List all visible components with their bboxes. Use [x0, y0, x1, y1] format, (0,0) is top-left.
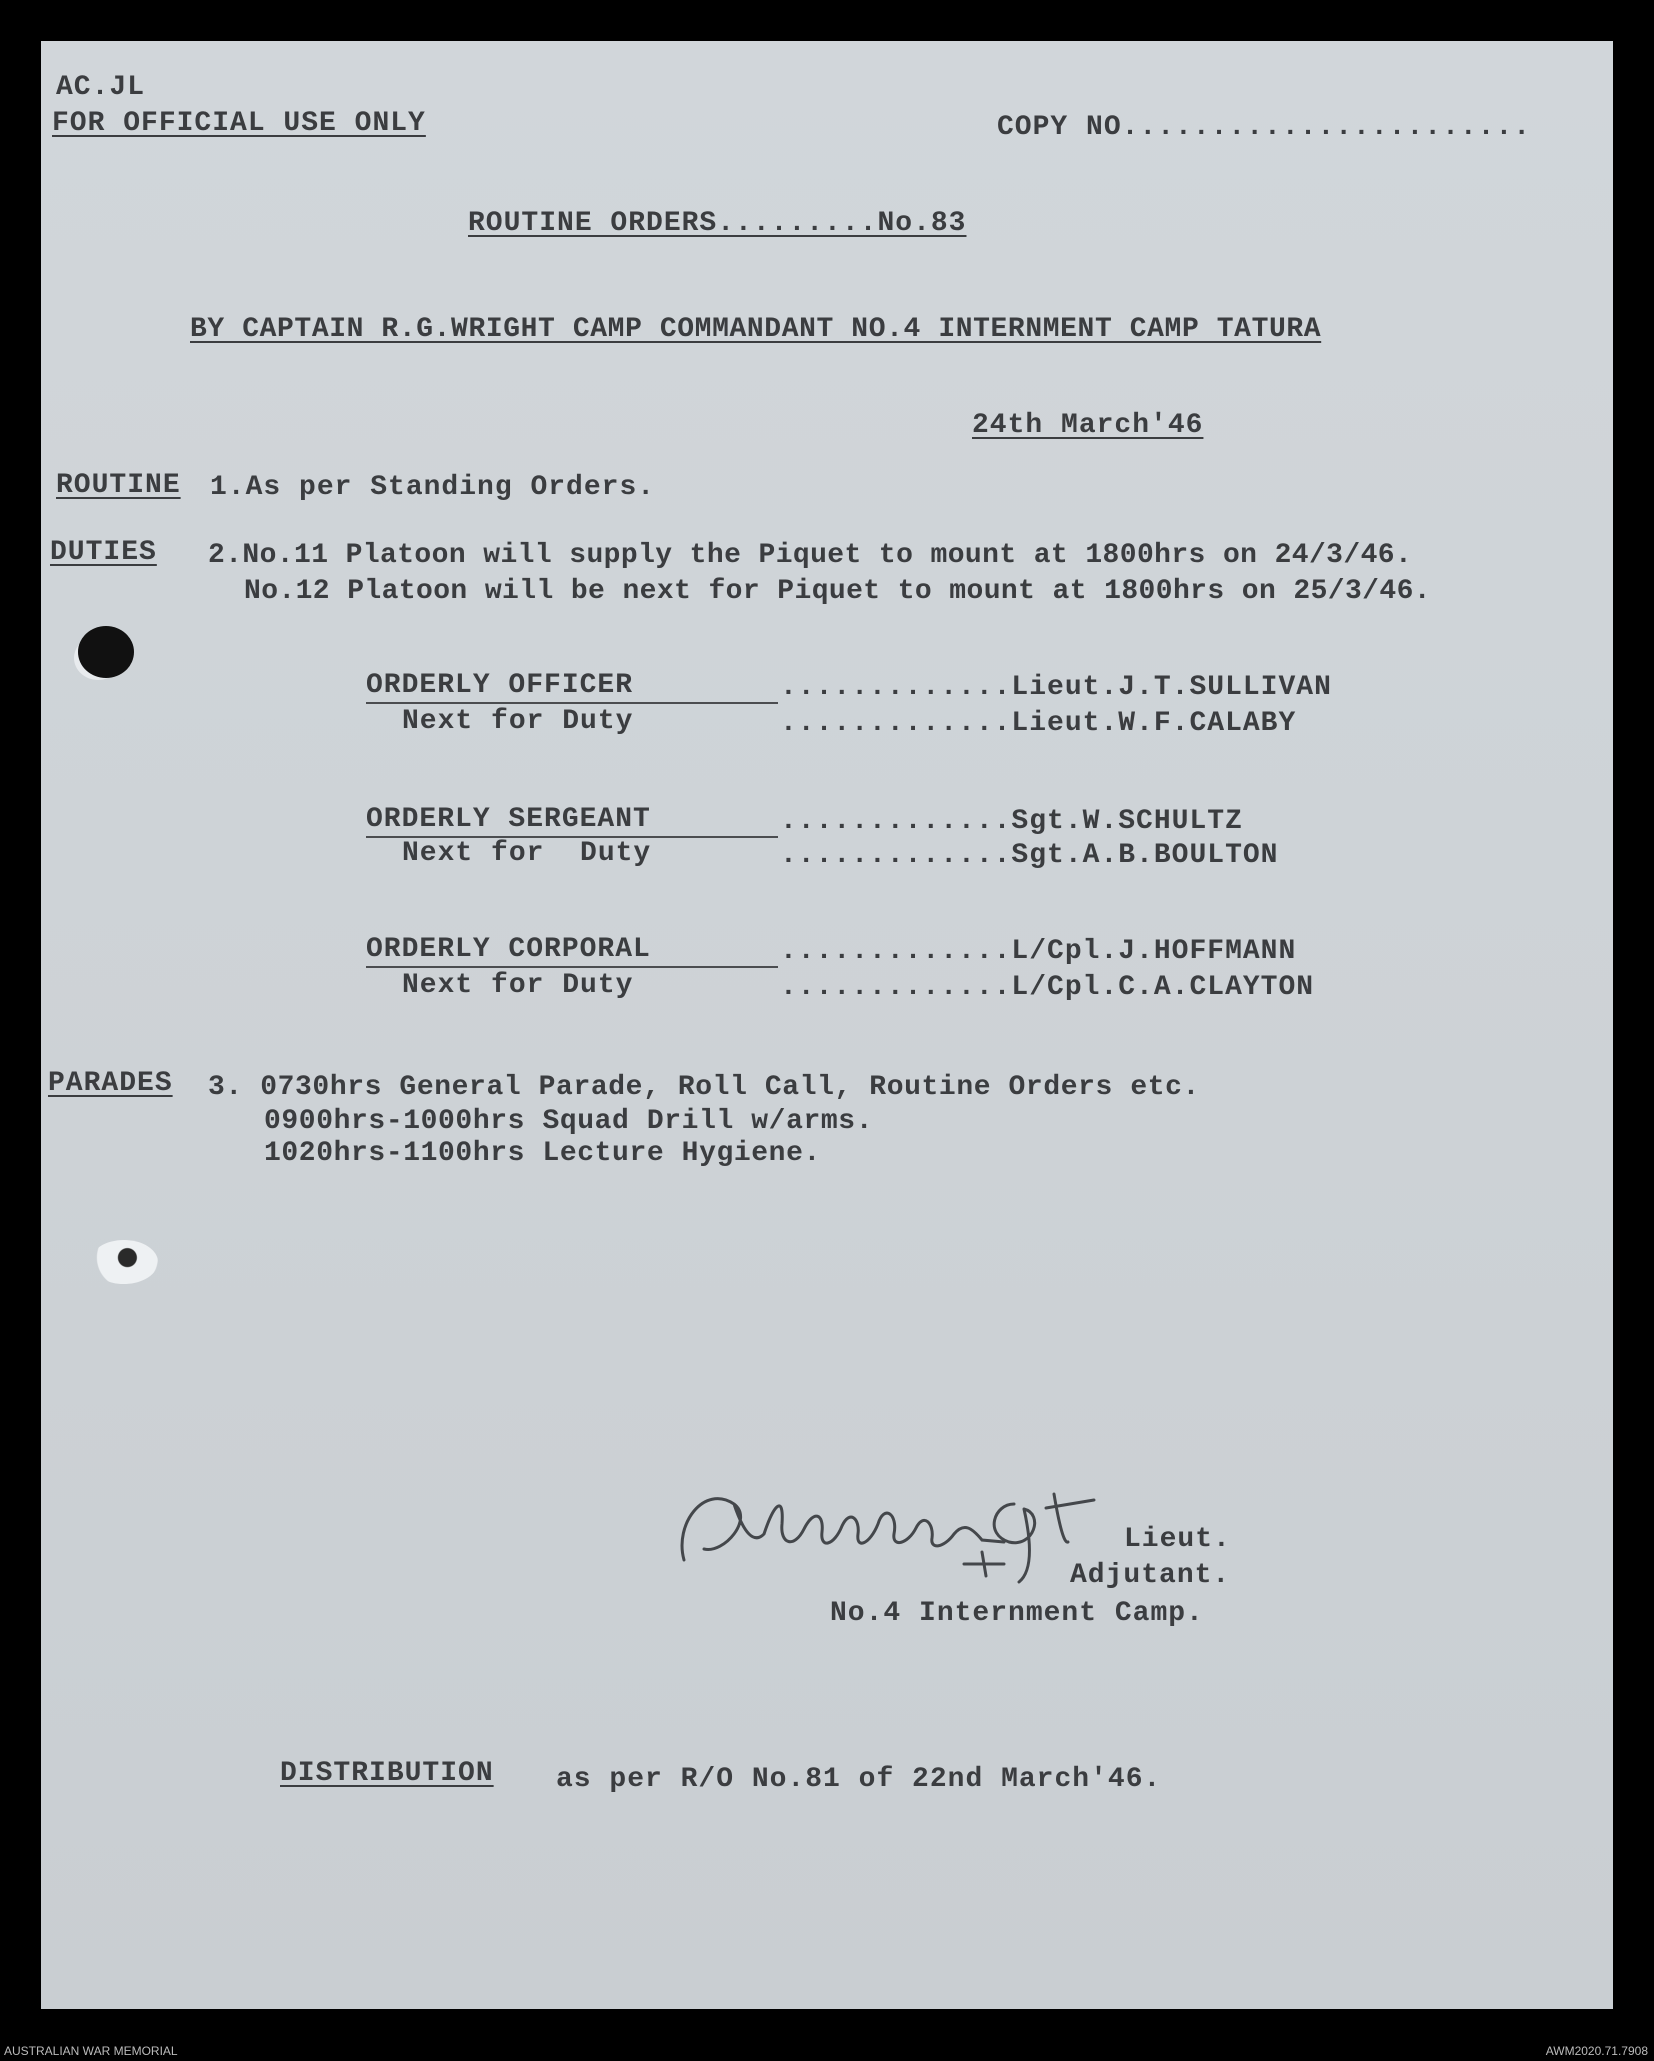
torn-hole [90, 1240, 158, 1284]
distribution-text: as per R/O No.81 of 22nd March'46. [556, 1764, 1162, 1795]
roster-next-label: Next for Duty [402, 838, 652, 869]
duties-line-1: 2.No.11 Platoon will supply the Piquet to mount at 1800hrs on 24/3/46. [208, 540, 1413, 571]
parades-line-1: 3. 0730hrs General Parade, Roll Call, Routine Orders etc. [208, 1072, 1200, 1103]
roster-next-label: Next for Duty [402, 970, 634, 1001]
duties-line-2: No.12 Platoon will be next for Piquet to mount at 1800hrs on 25/3/46. [244, 576, 1431, 607]
signature-line-3: No.4 Internment Camp. [830, 1598, 1204, 1629]
roster-role: ORDERLY OFFICER [366, 670, 634, 701]
roster-next-label: Next for Duty [402, 706, 634, 737]
signature-line-1: Lieut. [1124, 1524, 1231, 1555]
roster-duty: .............Sgt.W.SCHULTZ [780, 806, 1243, 837]
document-date: 24th March'46 [972, 410, 1204, 441]
roster-next: .............Lieut.W.F.CALABY [780, 708, 1297, 739]
parades-label: PARADES [48, 1068, 173, 1099]
routine-label: ROUTINE [56, 470, 181, 501]
roster-role: ORDERLY CORPORAL [366, 934, 651, 965]
signature-line-2: Adjutant. [1070, 1560, 1231, 1591]
classification: FOR OFFICIAL USE ONLY [52, 108, 426, 139]
archive-footer-right: AWM2020.71.7908 [1545, 2044, 1648, 2058]
roster-duty: .............Lieut.J.T.SULLIVAN [780, 672, 1332, 703]
parades-line-2: 0900hrs-1000hrs Squad Drill w/arms. [264, 1106, 874, 1137]
routine-text: 1.As per Standing Orders. [210, 472, 656, 503]
roster-role-rule [366, 702, 778, 704]
roster-next: .............Sgt.A.B.BOULTON [780, 840, 1279, 871]
roster-role-rule [366, 966, 778, 968]
duties-label: DUTIES [50, 537, 157, 568]
document-title: ROUTINE ORDERS.........No.83 [468, 208, 967, 239]
document-subtitle: BY CAPTAIN R.G.WRIGHT CAMP COMMANDANT NO.4 INTERNMENT CAMP TATURA [190, 314, 1322, 345]
parades-line-3: 1020hrs-1100hrs Lecture Hygiene. [264, 1138, 821, 1169]
archive-footer-left: AUSTRALIAN WAR MEMORIAL [4, 2044, 178, 2058]
copy-number: COPY NO....................... [997, 112, 1532, 143]
document-ref: AC.JL [56, 72, 146, 103]
punch-hole [78, 626, 134, 678]
roster-duty: .............L/Cpl.J.HOFFMANN [780, 936, 1297, 967]
roster-role: ORDERLY SERGEANT [366, 804, 651, 835]
distribution-label: DISTRIBUTION [280, 1758, 494, 1789]
roster-next: .............L/Cpl.C.A.CLAYTON [780, 972, 1315, 1003]
